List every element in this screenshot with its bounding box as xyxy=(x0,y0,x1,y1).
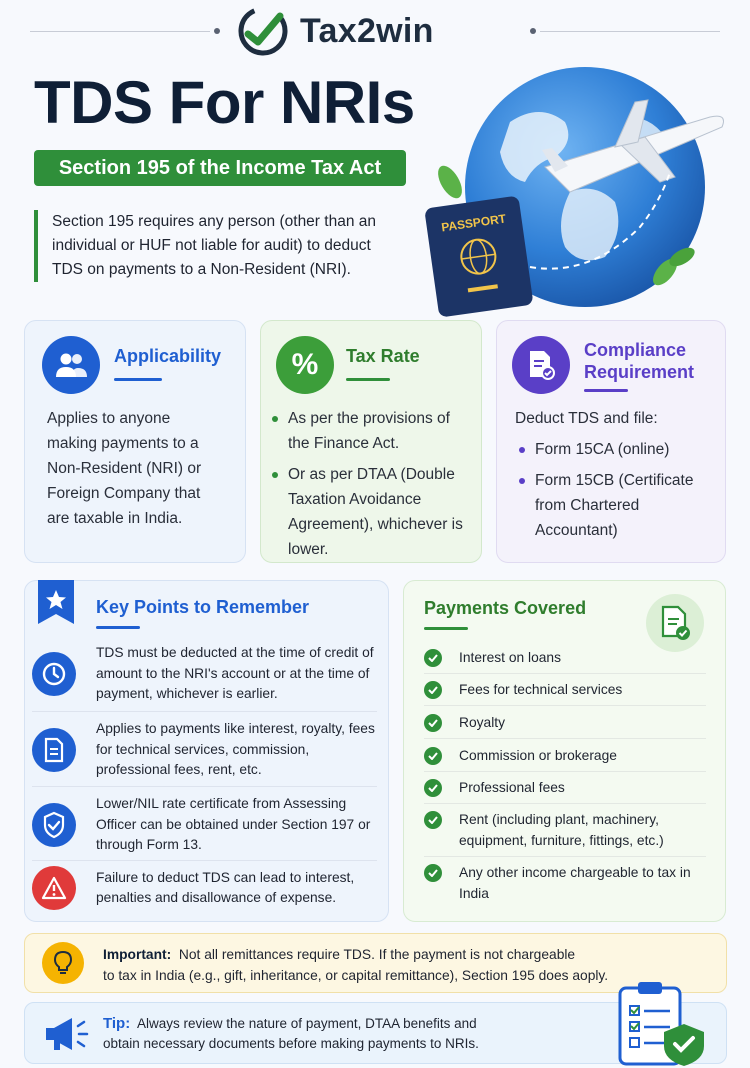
important-text-line2: to tax in India (e.g., gift, inheritance, or capital remittance), Section 195 does aoply. xyxy=(103,968,609,983)
brand-name: Tax2win xyxy=(300,11,434,50)
intro-text: Section 195 requires any person (other than an individual or HUF not liable for audit) to deduct TDS on payments to a Non-Resident (NRI). xyxy=(34,210,394,282)
tip-text xyxy=(103,1014,523,1054)
payment-divider xyxy=(424,771,706,772)
brand-divider-left xyxy=(30,31,210,32)
tax-rate-underline xyxy=(346,378,390,381)
brand-divider-right xyxy=(540,31,720,32)
payment-divider xyxy=(424,738,706,739)
bookmark-star-icon xyxy=(38,580,74,624)
check-icon xyxy=(424,747,442,765)
key-point-divider xyxy=(32,711,377,712)
compliance-body xyxy=(515,406,715,549)
page-title: TDS For NRIs xyxy=(34,69,415,136)
lightbulb-icon xyxy=(42,942,84,984)
payment-item: Interest on loans xyxy=(424,648,714,669)
section-banner: Section 195 of the Income Tax Act xyxy=(34,150,406,186)
key-point-item: Applies to payments like interest, royalty, fees for technical services, commission, professional fees, rent, etc. xyxy=(32,717,377,783)
document-check-icon xyxy=(646,594,704,652)
applicability-body: Applies to anyone making payments to a Non-Resident (NRI) or Foreign Company that are taxable in India. xyxy=(47,410,202,527)
brand-logo xyxy=(236,4,434,58)
applicability-underline xyxy=(114,378,162,381)
hero-illustration xyxy=(420,62,740,322)
check-icon xyxy=(424,714,442,732)
key-point-divider xyxy=(32,860,377,861)
check-icon xyxy=(424,779,442,797)
key-point-item: Failure to deduct TDS can lead to interest, penalties and disallowance of expense. xyxy=(32,865,377,911)
shield-check-icon xyxy=(32,803,76,847)
key-point-item: Lower/NIL rate certificate from Assessing Officer can be obtained under Section 197 or through Form 13. xyxy=(32,792,377,858)
payment-divider xyxy=(424,856,706,857)
compliance-intro: Deduct TDS and file: xyxy=(515,410,658,427)
payment-item: Professional fees xyxy=(424,778,714,799)
key-point-item: TDS must be deducted at the time of credit of amount to the NRI's account or at the time of payment, whichever is earlier. xyxy=(32,641,377,707)
payment-divider xyxy=(424,673,706,674)
tax-rate-bullets xyxy=(272,406,468,568)
passport-label: PASSPORT xyxy=(440,211,507,235)
key-point-divider xyxy=(32,786,377,787)
important-text-line1: Not all remittances require TDS. If the payment is not chargeable xyxy=(178,947,576,962)
percent-icon: % xyxy=(276,336,334,394)
tip-text-line1: Always review the nature of payment, DTAA benefits and xyxy=(136,1016,477,1031)
payments-underline xyxy=(424,627,468,630)
payment-divider xyxy=(424,705,706,706)
compliance-underline xyxy=(584,389,628,392)
tip-text-line2: obtain necessary documents before making payments to NRIs. xyxy=(103,1036,479,1051)
payment-item: Rent (including plant, machinery, equipment, furniture, fittings, etc.) xyxy=(424,810,714,851)
brand-divider-dot-right xyxy=(530,28,536,34)
payment-item: Royalty xyxy=(424,713,714,734)
tax-rate-bullet: Or as per DTAA (Double Taxation Avoidance Agreement), whichever is lower. xyxy=(272,462,468,562)
payment-item: Commission or brokerage xyxy=(424,746,714,767)
megaphone-icon xyxy=(40,1014,90,1059)
compliance-bullet: Form 15CB (Certificate from Chartered Accountant) xyxy=(515,468,715,543)
check-icon xyxy=(424,811,442,829)
users-icon xyxy=(42,336,100,394)
clock-icon xyxy=(32,652,76,696)
tax-rate-title: Tax Rate xyxy=(346,346,420,366)
payment-item: Any other income chargeable to tax in India xyxy=(424,863,714,904)
passport-icon xyxy=(424,195,533,317)
tip-label: Tip: xyxy=(103,1015,131,1032)
checklist-shield-icon xyxy=(614,978,710,1068)
compliance-title-line1: Compliance xyxy=(584,340,687,360)
document-icon xyxy=(32,728,76,772)
brand-divider-dot-left xyxy=(214,28,220,34)
check-icon xyxy=(424,681,442,699)
tax2win-logo-icon xyxy=(236,4,290,58)
key-points-title: Key Points to Remember xyxy=(96,597,310,617)
key-points-underline xyxy=(96,626,140,629)
payments-title: Payments Covered xyxy=(424,598,587,618)
tax-rate-bullet: As per the provisions of the Finance Act. xyxy=(272,406,468,456)
check-icon xyxy=(424,649,442,667)
warning-icon xyxy=(32,866,76,910)
payment-item: Fees for technical services xyxy=(424,680,714,701)
check-icon xyxy=(424,864,442,882)
compliance-bullet: Form 15CA (online) xyxy=(515,437,715,462)
applicability-title: Applicability xyxy=(114,346,222,366)
compliance-title-line2: Requirement xyxy=(584,362,695,382)
important-label: Important: xyxy=(103,947,172,962)
payment-divider xyxy=(424,803,706,804)
document-check-icon xyxy=(512,336,570,394)
